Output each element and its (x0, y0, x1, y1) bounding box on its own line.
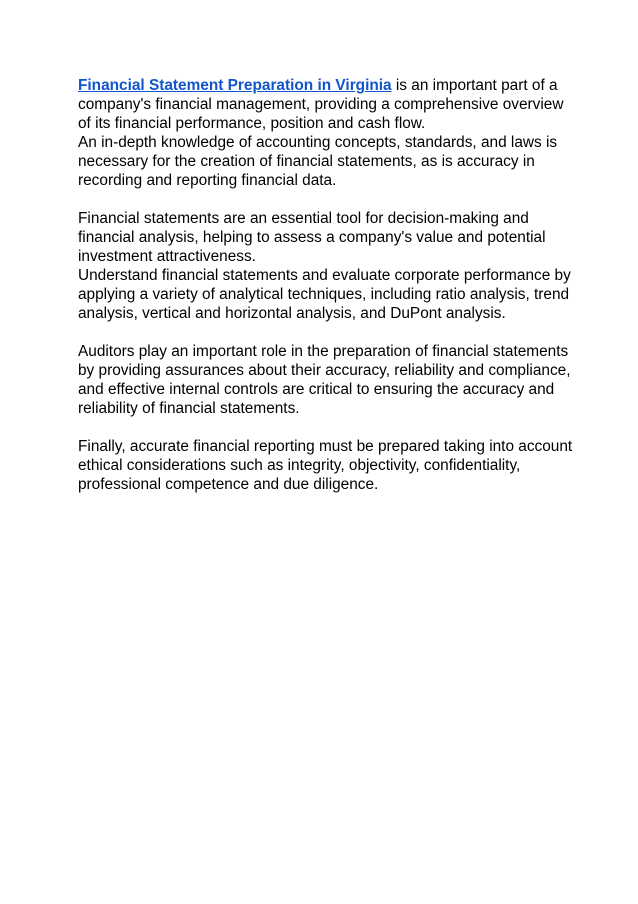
text-line: of its financial performance, position and cash flow. (78, 115, 426, 132)
text-line: professional competence and due diligence. (78, 476, 379, 493)
paragraph-analysis (78, 209, 570, 323)
text-line: and effective internal controls are critical to ensuring the accuracy and (78, 381, 555, 398)
text-line: company's financial management, providing a comprehensive overview (78, 96, 564, 113)
text-line: recording and reporting financial data. (78, 172, 337, 189)
text-line: Financial statements are an essential tool for decision-making and (78, 210, 529, 227)
text-line (78, 76, 570, 95)
text-line: investment attractiveness. (78, 248, 256, 265)
text-line: ethical considerations such as integrity, objectivity, confidentiality, (78, 457, 521, 474)
text-line: necessary for the creation of financial statements, as is accuracy in (78, 153, 535, 170)
text-line: applying a variety of analytical techniques, including ratio analysis, trend (78, 286, 570, 303)
text-line: analysis, vertical and horizontal analysis, and DuPont analysis. (78, 305, 506, 322)
document-body (78, 76, 573, 513)
paragraph-intro (78, 76, 570, 190)
text-line: An in-depth knowledge of accounting concepts, standards, and laws is (78, 134, 558, 151)
text-line: reliability of financial statements. (78, 400, 300, 417)
text-line: financial analysis, helping to assess a company's value and potential (78, 229, 546, 246)
paragraph-auditors (78, 342, 570, 418)
text-line: Understand financial statements and evaluate corporate performance by (78, 267, 571, 284)
text-line: by providing assurances about their accuracy, reliability and compliance, (78, 362, 571, 379)
text-span: is an important part of a (391, 77, 558, 94)
text-line: Finally, accurate financial reporting must be prepared taking into account (78, 438, 573, 455)
financial-statement-link[interactable]: Financial Statement Preparation in Virginia (78, 77, 392, 94)
text-line: Auditors play an important role in the preparation of financial statements (78, 343, 569, 360)
paragraph-ethics (78, 437, 573, 494)
